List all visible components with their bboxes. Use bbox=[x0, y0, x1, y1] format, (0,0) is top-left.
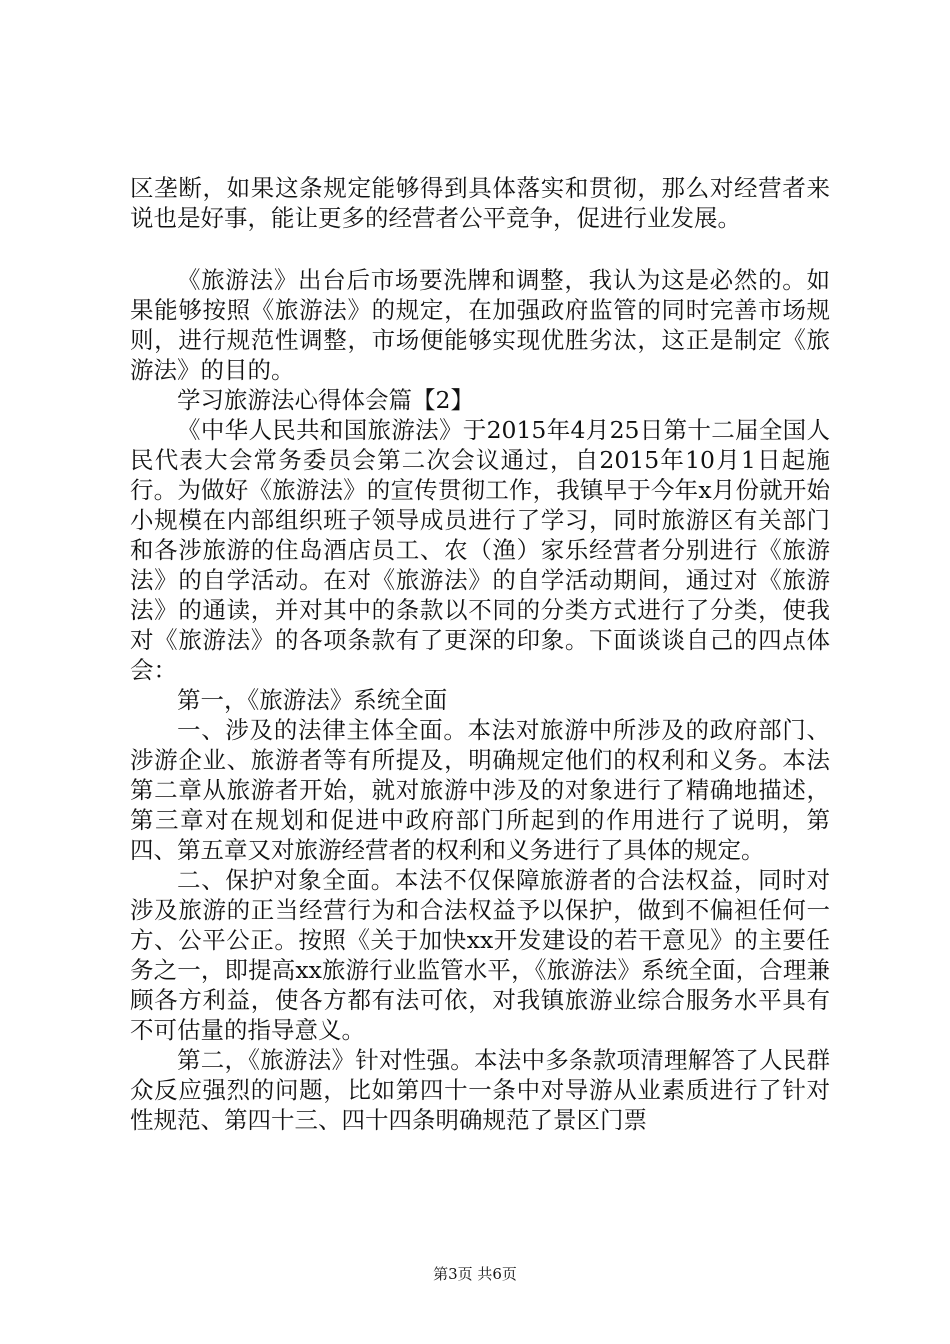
paragraph: 《中华人民共和国旅游法》于2015年4月25日第十二届全国人民代表大会常务委员会第二次会议通过，自2015年10月1日起施行。为做好《旅游法》的宣传贯彻工作，我镇早于今年x月份就开始小规模在内部组织班子领导成员进行了学习，同时旅游区有关部门和各涉旅游的住岛酒店员工、农（渔）家乐经营者分别进行《旅游法》的自学活动。在对《旅游法》的自学活动期间，通过对《旅游法》的通读，并对其中的条款以不同的分类方式进行了分类，使我对《旅游法》的各项条款有了更深的印象。下面谈谈自己的四点体会： bbox=[130, 416, 830, 684]
section-heading: 学习旅游法心得体会篇【2】 bbox=[177, 386, 474, 414]
paragraph-continuation: 区垄断，如果这条规定能够得到具体落实和贯彻，那么对经营者来说也是好事，能让更多的经营者公平竞争，促进行业发展。 bbox=[130, 174, 830, 232]
paragraph: 二、保护对象全面。本法不仅保障旅游者的合法权益，同时对涉及旅游的正当经营行为和合法权益予以保护，做到不偏袒任何一方、公平公正。按照《关于加快xx开发建设的若干意见》的主要任务之一，即提高xx旅游行业监管水平，《旅游法》系统全面，合理兼顾各方利益，使各方都有法可依，对我镇旅游业综合服务水平具有不可估量的指导意义。 bbox=[130, 866, 830, 1044]
subsection-heading: 第一，《旅游法》系统全面 bbox=[177, 686, 448, 714]
page-footer: 第3页 共6页 bbox=[433, 1265, 517, 1283]
paragraph: 第二，《旅游法》针对性强。本法中多条款项清理解答了人民群众反应强烈的问题，比如第四十一条中对导游从业素质进行了针对性规范、第四十三、四十四条明确规范了景区门票 bbox=[130, 1046, 830, 1134]
document-body bbox=[130, 173, 830, 1135]
paragraph: 一、涉及的法律主体全面。本法对旅游中所涉及的政府部门、涉游企业、旅游者等有所提及，明确规定他们的权利和义务。本法第二章从旅游者开始，就对旅游中涉及的对象进行了精确地描述，第三章对在规划和促进中政府部门所起到的作用进行了说明，第四、第五章又对旅游经营者的权利和义务进行了具体的规定。 bbox=[130, 716, 830, 864]
paragraph: 《旅游法》出台后市场要洗牌和调整，我认为这是必然的。如果能够按照《旅游法》的规定，在加强政府监管的同时完善市场规则，进行规范性调整，市场便能够实现优胜劣汰，这正是制定《旅游法》的目的。 bbox=[130, 266, 830, 384]
